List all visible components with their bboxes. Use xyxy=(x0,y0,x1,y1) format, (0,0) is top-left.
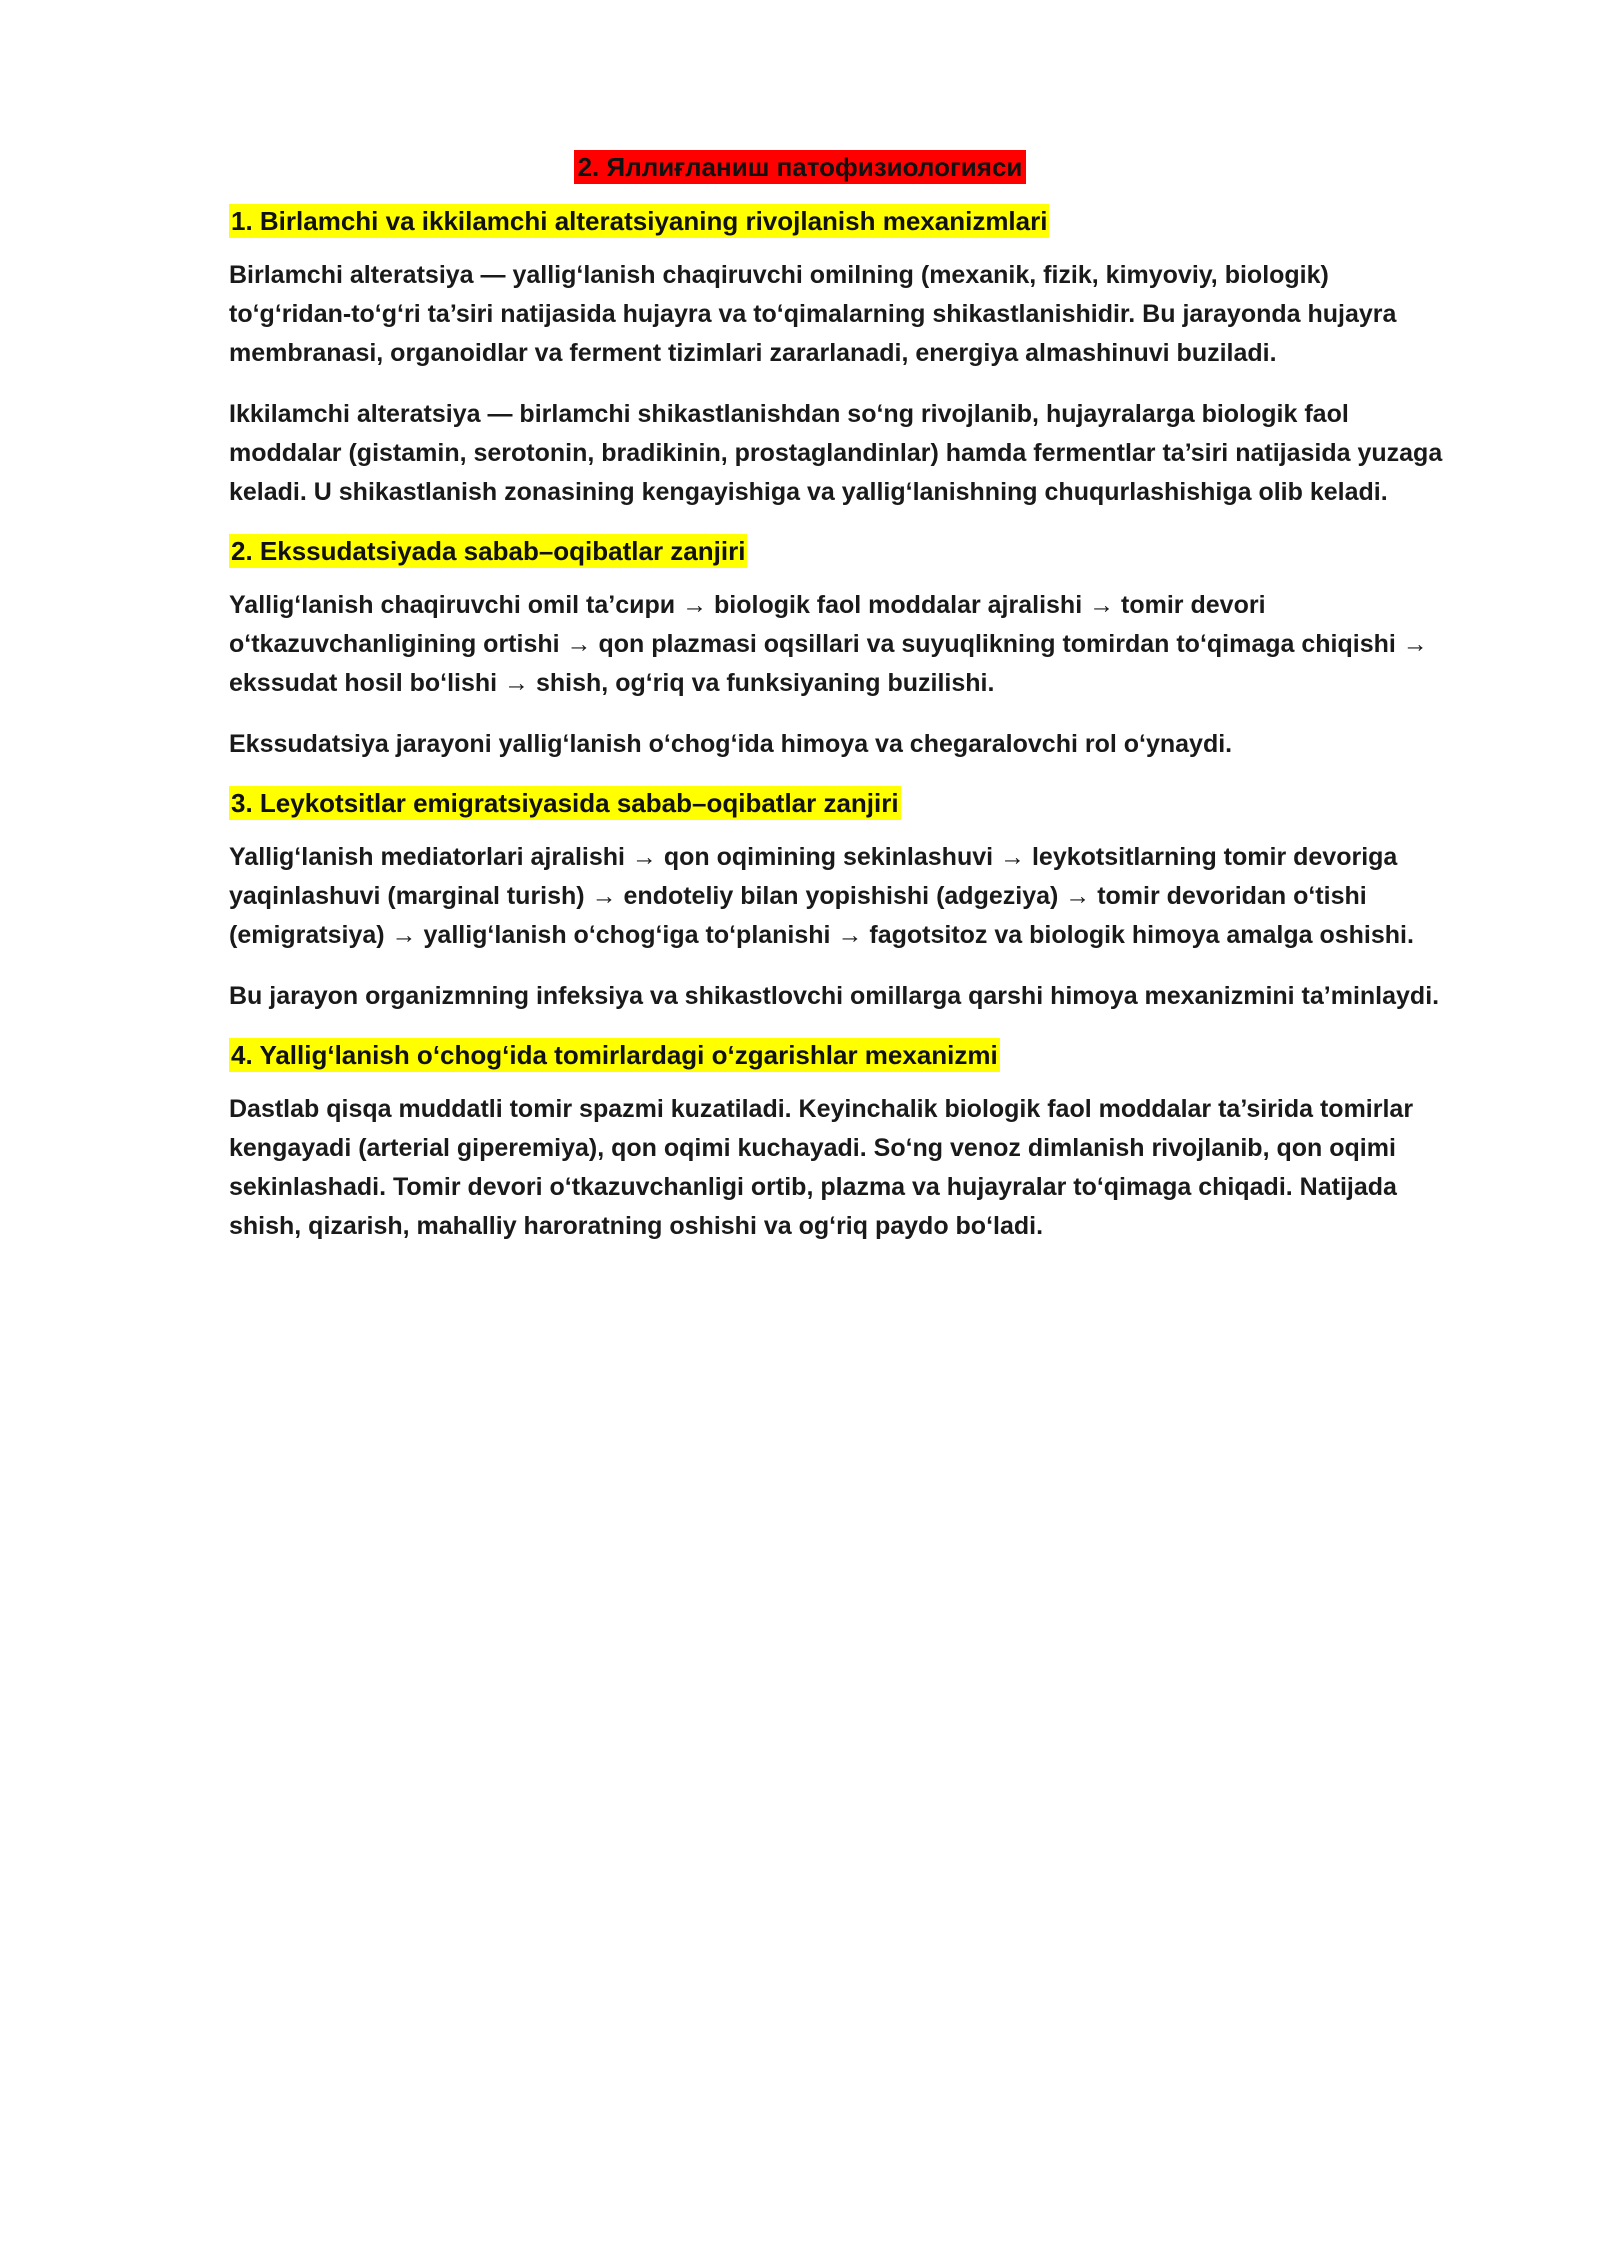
section-heading: 3. Leykotsitlar emigratsiyasida sabab–oqibatlar zanjiri xyxy=(231,788,899,818)
section-heading: 2. Ekssudatsiyada sabab–oqibatlar zanjiri xyxy=(231,536,746,566)
document-title: 2. Яллиғланиш патофизиологияси xyxy=(574,150,1027,184)
section-heading: 1. Birlamchi va ikkilamchi alteratsiyaning rivojlanish mexanizmlari xyxy=(231,206,1048,236)
section-2 xyxy=(229,534,1450,764)
section-heading: 4. Yallig‘lanish o‘chog‘ida tomirlardagi o‘zgarishlar mexanizmi xyxy=(231,1040,998,1070)
section-4 xyxy=(229,1038,1450,1246)
paragraph: Yallig‘lanish mediatorlari ajralishi → qon oqimining sekinlashuvi → leykotsitlarning tomir devoriga yaqinlashuvi (marginal turish) → endoteliy bilan yopishishi (adgeziya) → tomir devoridan o‘tishi (emigratsiya) → yallig‘lanish o‘chog‘iga to‘planishi → fagotsitoz va biologik himoya amalga oshishi. xyxy=(229,843,1414,949)
paragraph: Bu jarayon organizmning infeksiya va shikastlovchi omillarga qarshi himoya mexanizmini ta’minlaydi. xyxy=(229,982,1440,1010)
paragraph: Birlamchi alteratsiya — yallig‘lanish chaqiruvchi omilning (mexanik, fizik, kimyoviy, biologik) to‘g‘ridan-to‘g‘ri ta’siri natijasida hujayra va to‘qimalarning shikastlanishidir. Bu jarayonda hujayra membranasi, organoidlar va ferment tizimlari zararlanadi, energiya almashinuvi buziladi. xyxy=(229,261,1397,367)
paragraph: Ikkilamchi alteratsiya — birlamchi shikastlanishdan so‘ng rivojlanib, hujayralarga biologik faol moddalar (gistamin, serotonin, bradikinin, prostaglandinlar) hamda fermentlar ta’siri natijasida yuzaga keladi. U shikastlanish zonasining kengayishiga va yallig‘lanishning chuqurlashishiga olib keladi. xyxy=(229,400,1443,506)
title-row xyxy=(229,150,1450,184)
section-1 xyxy=(229,204,1450,512)
paragraph: Yallig‘lanish chaqiruvchi omil ta’сири → biologik faol moddalar ajralishi → tomir devori o‘tkazuvchanligining ortishi → qon plazmasi oqsillari va suyuqlikning tomirdan to‘qimaga chiqishi → ekssudat hosil bo‘lishi → shish, og‘riq va funksiyaning buzilishi. xyxy=(229,591,1428,697)
paragraph: Ekssudatsiya jarayoni yallig‘lanish o‘chog‘ida himoya va chegaralovchi rol o‘ynaydi. xyxy=(229,730,1233,758)
paragraph: Dastlab qisqa muddatli tomir spazmi kuzatiladi. Keyinchalik biologik faol moddalar ta’sirida tomirlar kengayadi (arterial giperemiya), qon oqimi kuchayadi. So‘ng venoz dimlanish rivojlanib, qon oqimi sekinlashadi. Tomir devori o‘tkazuvchanligi ortib, plazma va hujayralar to‘qimaga chiqadi. Natijada shish, qizarish, mahalliy haroratning oshishi va og‘riq paydo bo‘ladi. xyxy=(229,1095,1414,1240)
section-3 xyxy=(229,786,1450,1016)
